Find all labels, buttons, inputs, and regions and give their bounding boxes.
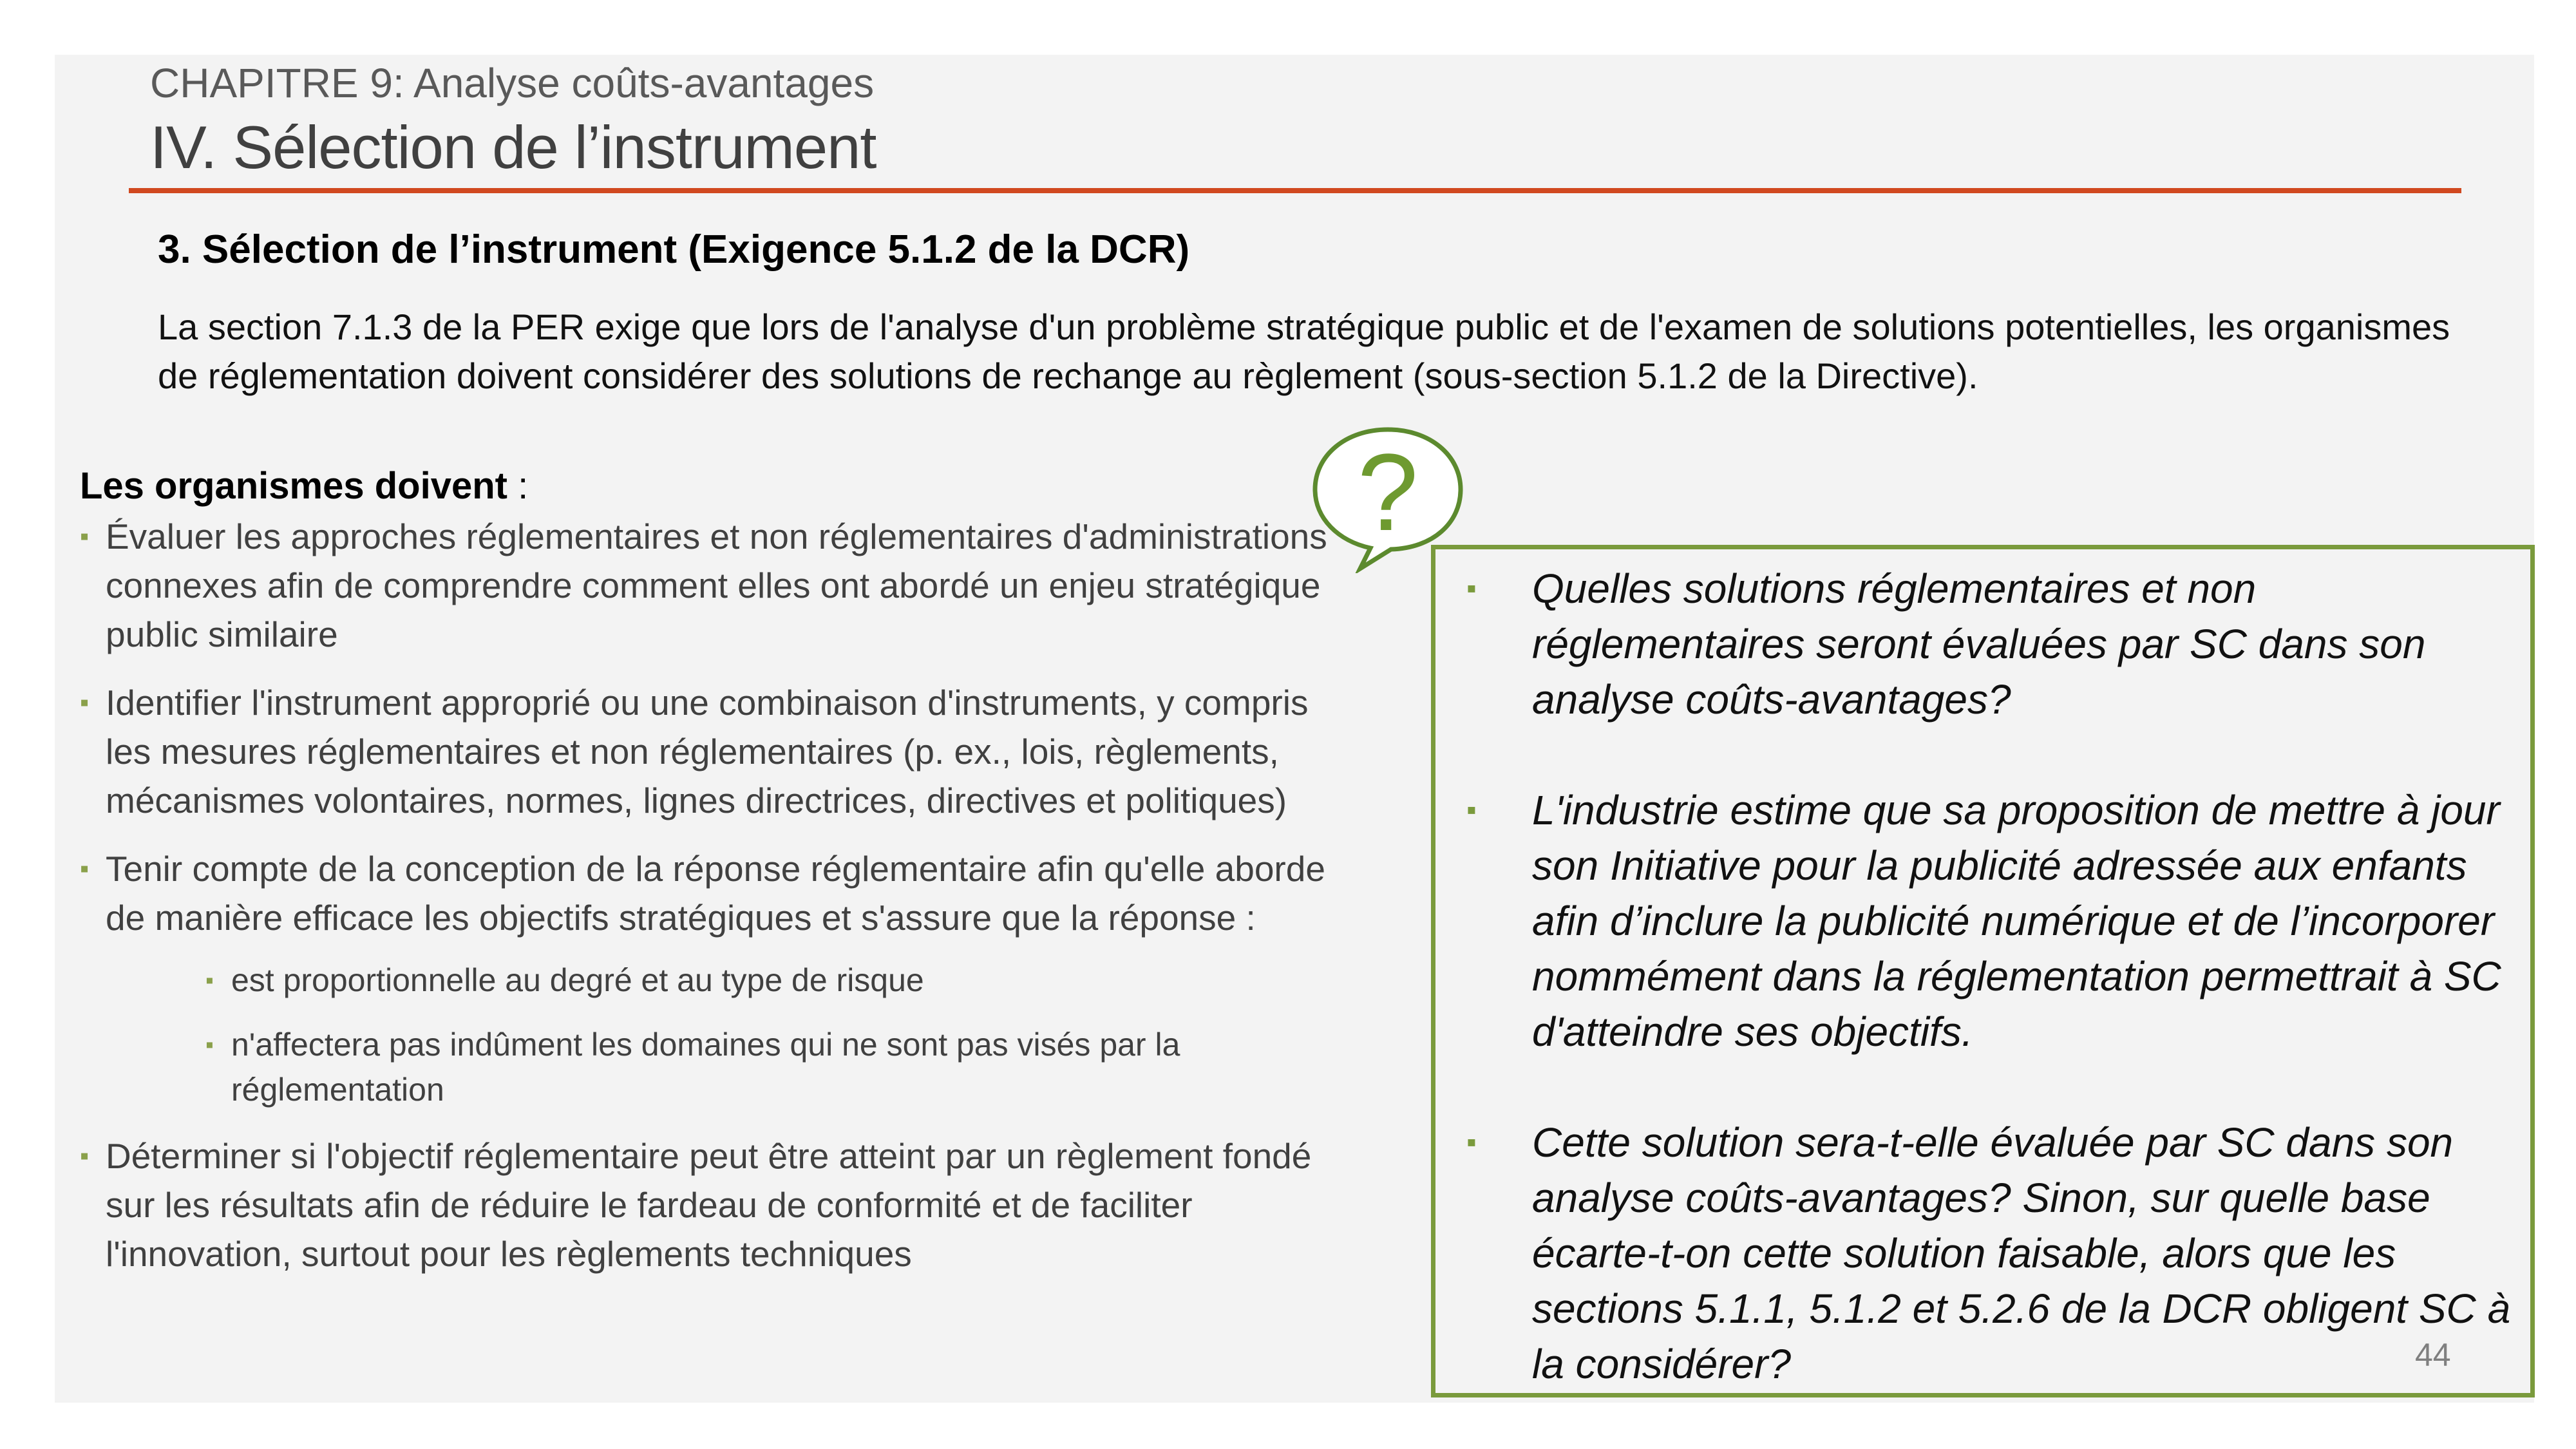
- list-item: [80, 844, 1361, 1112]
- question-text: Quelles solutions réglementaires et non réglementaires seront évaluées par SC dans son analyse coûts-avantages?: [1532, 565, 2426, 723]
- list-item-text: Évaluer les approches réglementaires et non réglementaires d'administrations connexes afin de comprendre comment elles ont abordé un enjeu stratégique public similaire: [106, 516, 1327, 654]
- bullet-square-icon: ▪: [205, 1031, 214, 1057]
- section-heading: 3. Sélection de l’instrument (Exigence 5.1.2 de la DCR): [158, 227, 1190, 272]
- requirements-heading: [80, 460, 1361, 512]
- bullet-square-icon: ▪: [1466, 1126, 1477, 1158]
- question-text: L'industrie estime que sa proposition de mettre à jour son Initiative pour la publicité adressée aux enfants afin d’inclure la publicité numérique et de l’incorporer nommément dans la réglementation permettrait à SC d'atteindre ses objectifs.: [1532, 787, 2501, 1055]
- title-divider: [129, 188, 2461, 193]
- question-text: Cette solution sera-t-elle évaluée par SC dans son analyse coûts-avantages? Sinon, sur quelle base écarte-t-on cette solution faisable, alors que les sections 5.1.1, 5.1.2 et 5.2.6 de la DCR obligent SC à la considérer?: [1532, 1119, 2511, 1387]
- question-item: [1454, 1115, 2529, 1392]
- requirements-list: [80, 512, 1361, 1278]
- list-item: [80, 512, 1361, 659]
- list-item: [80, 1132, 1361, 1278]
- sub-list-item-text: est proportionnelle au degré et au type de risque: [231, 962, 924, 998]
- section-intro: La section 7.1.3 de la PER exige que lors de l'analyse d'un problème stratégique public et de l'examen de solutions potentielles, les organismes de réglementation doivent considérer des solutions de rechange au règlement (sous-section 5.1.2 de la Directive).: [158, 307, 2450, 396]
- bullet-square-icon: ▪: [205, 967, 214, 993]
- list-item: [80, 678, 1361, 825]
- bullet-square-icon: ▪: [80, 522, 90, 551]
- bullet-square-icon: ▪: [80, 855, 90, 883]
- bullet-square-icon: ▪: [80, 1142, 90, 1170]
- sub-list-item: [106, 1022, 1361, 1112]
- list-item-text: Identifier l'instrument approprié ou une combinaison d'instruments, y compris les mesures réglementaires et non réglementaires (p. ex., lois, règlements, mécanismes volontaires, normes, lignes directrices, directives et politiques): [106, 683, 1309, 820]
- questions-box: [1431, 545, 2535, 1397]
- requirements-heading-colon: :: [507, 465, 529, 507]
- response-sublist: [106, 958, 1361, 1112]
- requirements-heading-bold: Les organismes doivent: [80, 465, 507, 507]
- bullet-square-icon: ▪: [1466, 573, 1477, 604]
- question-item: [1454, 782, 2529, 1059]
- sub-list-item: [106, 958, 1361, 1003]
- question-item: [1454, 561, 2529, 727]
- bullet-square-icon: ▪: [1466, 794, 1477, 826]
- bullet-square-icon: ▪: [80, 688, 90, 717]
- list-item-text: Déterminer si l'objectif réglementaire peut être atteint par un règlement fondé sur les résultats afin de réduire le fardeau de conformité et de faciliter l'innovation, surtout pour les règlements techniques: [106, 1136, 1312, 1274]
- sub-list-item-text: n'affectera pas indûment les domaines qui ne sont pas visés par la réglementation: [231, 1027, 1180, 1108]
- chapter-label: CHAPITRE 9: Analyse coûts-avantages: [150, 60, 875, 106]
- questions-list: [1454, 561, 2529, 1392]
- requirements-column: [80, 460, 1361, 1278]
- question-mark-glyph: ?: [1357, 431, 1419, 554]
- page-number: 44: [2415, 1337, 2451, 1373]
- slide-title: IV. Sélection de l’instrument: [150, 113, 876, 181]
- list-item-text: Tenir compte de la conception de la réponse réglementaire afin qu'elle aborde de manière efficace les objectifs stratégiques et s'assure que la réponse :: [106, 849, 1325, 938]
